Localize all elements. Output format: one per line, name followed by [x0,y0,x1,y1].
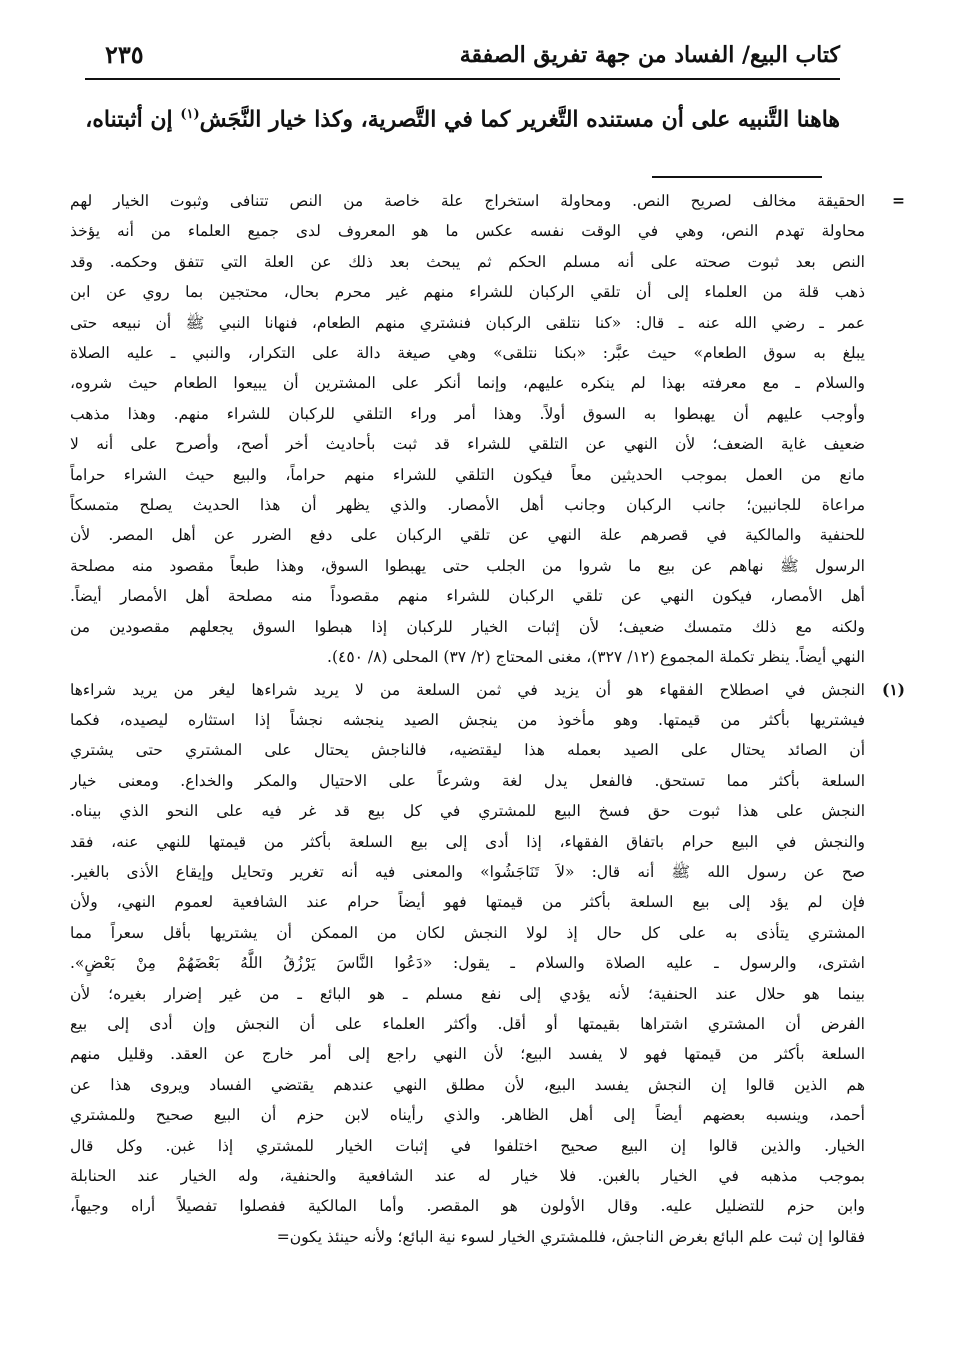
footnote-line: يبلغ به سوق الطعام» حيث عبَّر: «بكنا نتلقى» وهي صيغة دالة على التكرار، والنبي ـ عليه الصلاة [70,344,865,363]
footnote-line: النص بعد ثبوت صحته على أنه مسلم الحكم ثم يبحث بعد ذلك عن العلة التي تتفق وحكمه. وقد [70,252,865,271]
footnote-line: النجش في اصطلاح الفقهاء هو أن يزيد في ثمن السلعة من لا يريد شراءها ليغر من يريد شراءها [70,680,865,699]
footnote-line: وأوجب عليهم أن يهبطوا به السوق أولاً. وهذا أمر وراء التلقي للركبان للشراء منهم. وهذا مذهب [70,404,865,423]
footnote-line: فيشتريها بأكثر من قيمتها. وهو مأخوذ من ينجش الصيد ينجشه نجشاً إذا استثاره ليصيده، فكما [70,710,865,729]
footnote-line: والسلام ـ مع معرفته بهذا لم ينكره عليهم، وإنما أنكر على المشترين أن يبيعوا الطعام حيث شروه، [70,374,865,393]
footnote-marker: (١) [881,679,905,699]
footnotes-section [70,186,905,1254]
footnote-marker: = [892,191,905,210]
footnote-line: السلعة بأكثر من قيمتها فهو لا يفسد البيع؛ لأن النهي راجع إلى أمر خارج عن العقد. وقليل منهم [70,1045,865,1064]
footnote-line: والنجش في البيع حرام باتفاق الفقهاء، إذا أدى إلى بيع السلعة بأكثر من قيمتها للنهي عنه، فقد [70,832,865,851]
footnote-line: السلعة بأكثر مما تستحق. فالفعل يدل لغة وشرعاً على الاحتيال والمكر والخداع. ومعنى خيار [70,771,865,790]
footnote-line: الرسول ﷺ نهاهم عن بيع ما شروا من الجلب حتى يهبطوا السوق، وهذا طبعاً مقصود منه مصلحة [70,556,865,575]
footnote-line: للحنفية والمالكية في قصرهم علة النهي عن تلقي الركبان على دفع الضرر عن أهل المصر. لأن [70,526,865,545]
footnote-line: المشتري يتأذى به على كل حال إذ لولا النجش لكان من الممكن أن يشتريها بأقل سعراً مما [70,923,865,942]
footnote-line: الخيار. والذين قالوا إن البيع صحيح اختلفوا في إثبات الخيار للمشتري إذا غبن. وكل قال [70,1136,865,1155]
footnote-reference: (١) [180,107,200,122]
page-header [85,38,840,80]
main-text-after-ref: إن أثبتناه، [85,106,181,133]
running-title: كتاب البيع/ الفساد من جهة تفريق الصفقة [459,42,840,68]
footnote-line: أهل الأمصار، فيكون النهي عن تلقي الركبان للشراء منهم مقصوداً منه مصلحة أهل الأمصار أيضاً. [70,587,865,606]
main-text-before-ref: هاهنا التَّنبيه على أن مستنده التَّغرير كما في التَّصرية، وكذا خيار النَّجَش [199,106,840,133]
footnote-line: بموجب مذهبه في الخيار بالغبن. فلا خيار له عند الشافعية والحنفية، وله الخيار عند الحنابلة [70,1167,865,1185]
footnote-line: فإن لم يؤد إلى بيع السلعة بأكثر من قيمتها فهو أيضاً حرام عند الشافعية لعموم النهي، ولأن [70,893,865,912]
footnote-line: ولكنه مع ذلك متمسك ضعيف؛ لأن إثبات الخيار للركبان إذا هبطوا السوق يجعلهم مقصودين من [70,617,865,636]
footnote-line: فقالوا إن ثبت علم البائع بغرض الناجش، فللمشتري الخيار لسوء نية البائع؛ ولأنه حينئذ يكون= [276,1227,865,1246]
footnote-line: وابن حزم للتضليل عليه. وقال الأولون هو المقصر. وأما المالكية ففصلوا تفصيلاً أراه وجيهاً، [70,1197,865,1216]
footnote-line: هم الذين قالوا إن النجش يفسد البيع، لأن مطلق النهي عندهم يقتضي الفساد ويروى هذا عن [70,1075,865,1094]
footnote-separator [652,176,822,178]
footnote-line: النهي أيضاً. ينظر تكملة المجموع (١٢/ ٣٢٧)، مغنى المحتاج (٢/ ٣٧) المحلى (٨/ ٤٥٠). [327,648,865,667]
footnote [70,675,905,1253]
footnote-line: الحقيقة مخالف لصريح النص. ومحاولة استخراج علة خاصة من النص تتنافى وثبوت الخيار لهم [70,192,865,210]
main-text [85,98,840,136]
footnote-line: محاولة تهدم النص، وهي في الوقت نفسه عكس ما هو المعروف لدى جميع العلماء من أنه يؤخذ [70,222,865,241]
footnote-line: ذهب قلة من العلماء إلى أن تلقي الركبان للشراء منهم غير محرم بحال، محتجين بما روي عن ابن [70,283,865,302]
footnote-line: صح عن رسول الله ﷺ أنه قال: «لاَ تَنَاجَشُوا» والمعنى فيه أنه تغرير وتحايل وإيقاع الأذى بالغير. [70,862,865,881]
footnote-line: النجش على هذا ثبوت حق فسخ البيع للمشتري في كل بيع قد غر فيه على النحو الذي بيناه. [70,802,865,821]
footnote-line: مانع من العمل بموجب الحديثين معاً فيكون التلقي للشراء منهم حراماً، والبيع حيث الشراء حراماً [70,465,865,484]
footnote-line: اشترى، والرسول ـ عليه الصلاة والسلام ـ يقول: «دَعُوا النَّاسَ يَرْزُقُ اللَّهُ بَعْضَهُمْ مِنْ بَعْضٍ». [70,954,865,973]
footnote-line: ضعيف غاية الضعف؛ لأن النهي عن التلقي للشراء قد ثبت بأحاديث أخر أصح، وأصرح على أنه لا [70,435,865,454]
footnote-line: أن الصائد يحتال على الصيد بعمله هذا ليقتضيه، فالناجش يحتال على المشتري حتى يشتري [70,741,865,760]
footnote-line: بينما هو حلال عند الحنفية؛ لأنه يؤدي إلى نفع مسلم ـ هو البائع ـ من غير إضرار بغيره؛ لأن [70,984,865,1003]
footnote-line: أحمد، وينسبه بعضهم أيضاً إلى أهل الظاهر. والذي رأيناه لابن حزم أن البيع صحيح وللمشتري [70,1106,865,1125]
footnote-line: عمر ـ رضي الله عنه ـ قال: «كنا نتلقى الركبان فنشتري منهم الطعام، فنهانا النبي ﷺ أن نبيعه حتى [70,313,865,332]
footnote [70,186,905,673]
page-number: ٢٣٥ [105,40,144,69]
footnote-line: مراعاة للجانبين؛ جانب الركبان وجانب أهل الأمصار. والذي يظهر أن هذا الحديث يصلح متمسكاً [70,496,865,515]
footnote-line: الفرض أن المشتري اشتراها بقيمتها أو أقل. وأكثر العلماء على أن النجش وإن أدى إلى بيع [70,1014,865,1033]
